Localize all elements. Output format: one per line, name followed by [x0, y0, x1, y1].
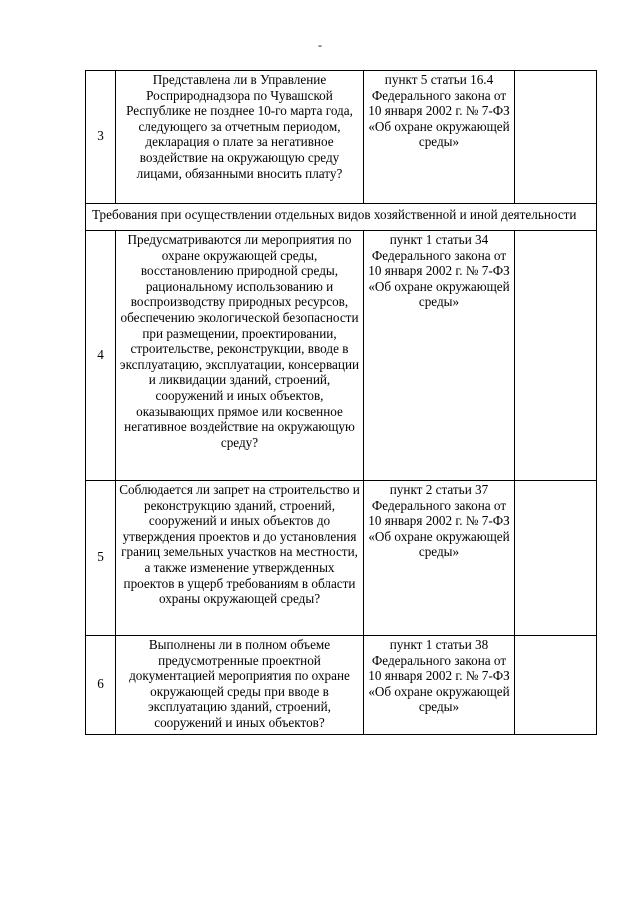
- table-row: [86, 636, 597, 735]
- table-row: [86, 481, 597, 636]
- reference-cell: пункт 1 статьи 38 Федерального закона от 10 января 2002 г. № 7-ФЗ «Об охране окружающей среды»: [364, 636, 515, 735]
- section-title: Требования при осуществлении отдельных видов хозяйственной и иной деятельности: [86, 204, 597, 231]
- answer-cell[interactable]: [515, 481, 597, 636]
- row-number: 6: [86, 636, 116, 735]
- table-row: [86, 71, 597, 204]
- table-row: [86, 231, 597, 481]
- reference-cell: пункт 1 статьи 34 Федерального закона от 10 января 2002 г. № 7-ФЗ «Об охране окружающей среды»: [364, 231, 515, 481]
- answer-cell[interactable]: [515, 636, 597, 735]
- row-number: 5: [86, 481, 116, 636]
- answer-cell[interactable]: [515, 231, 597, 481]
- row-number: 4: [86, 231, 116, 481]
- answer-cell[interactable]: [515, 71, 597, 204]
- section-row: [86, 204, 597, 231]
- reference-cell: пункт 5 статьи 16.4 Федерального закона от 10 января 2002 г. № 7-ФЗ «Об охране окружающей среды»: [364, 71, 515, 204]
- page-mark: -: [318, 38, 322, 52]
- question-cell: Представлена ли в Управление Росприроднадзора по Чувашской Республике не позднее 10-го марта года, следующего за отчетным периодом, декларация о плате за негативное воздействие на окружающую среду лицами, обязанными вносить плату?: [116, 71, 364, 204]
- reference-cell: пункт 2 статьи 37 Федерального закона от 10 января 2002 г. № 7-ФЗ «Об охране окружающей среды»: [364, 481, 515, 636]
- checklist-table: [85, 70, 597, 735]
- question-cell: Выполнены ли в полном объеме предусмотренные проектной документацией мероприятия по охране окружающей среды при вводе в эксплуатацию зданий, строений, сооружений и иных объектов?: [116, 636, 364, 735]
- row-number: 3: [86, 71, 116, 204]
- question-cell: Соблюдается ли запрет на строительство и реконструкцию зданий, строений, сооружений и иных объектов до утверждения проектов и до установления границ земельных участков на местности, а также изменение утвержденных проектов в ущерб требованиям в области охраны окружающей среды?: [116, 481, 364, 636]
- question-cell: Предусматриваются ли мероприятия по охране окружающей среды, восстановлению природной среды, рациональному использованию и воспроизводству природных ресурсов, обеспечению экологической безопасности при размещении, проектировании, строительстве, реконструкции, вводе в эксплуатацию, эксплуатации, консервации и ликвидации зданий, строений, сооружений и иных объектов, оказывающих прямое или косвенное негативное воздействие на окружающую среду?: [116, 231, 364, 481]
